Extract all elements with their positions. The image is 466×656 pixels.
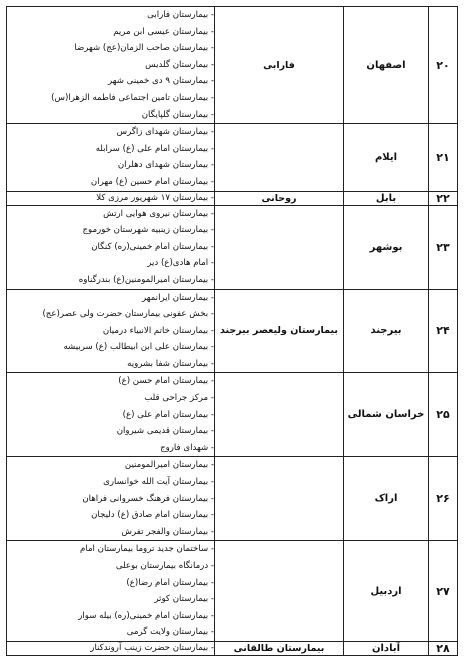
province-cell: بیرجند <box>344 289 429 373</box>
hospital-list <box>7 290 214 373</box>
hospitals-cell <box>7 541 215 642</box>
hospital-list <box>7 642 214 654</box>
list-item: - درمانگاه بیمارستان بوعلی <box>7 558 214 575</box>
list-item: - بیمارستان امام خمینی(ره) کنگان <box>7 239 214 256</box>
row-number: ۲۶ <box>429 457 458 541</box>
list-item: - بیمارستان امیرالمومنین <box>7 457 214 474</box>
hospital-table-page <box>6 6 458 655</box>
list-item: - شهدای فاروج <box>7 440 214 457</box>
hospital-list <box>7 457 214 540</box>
hospitals-cell <box>7 289 215 373</box>
center-cell: بیمارستان ولیعصر بیرجند <box>215 289 344 373</box>
row-number: ۲۷ <box>429 541 458 642</box>
list-item: - بیمارستان تامین اجتماعی فاطمه الزهرا(س) <box>7 90 214 107</box>
list-item: - بیمارستان گلپایگان <box>7 107 214 124</box>
list-item: - بیمارستان امام حسن (ع) <box>7 373 214 390</box>
table-row <box>7 373 458 457</box>
table-row <box>7 124 458 191</box>
list-item: - بیمارستان امام علی (ع) سرابله <box>7 141 214 158</box>
list-item: - بیمارستان والفجر تفرش <box>7 524 214 541</box>
hospital-list <box>7 541 214 641</box>
province-cell: بوشهر <box>344 205 429 289</box>
list-item: - بیمارستان علی ابن ابیطالب (ع) سربیشه <box>7 339 214 356</box>
row-number: ۲۴ <box>429 289 458 373</box>
center-cell <box>215 373 344 457</box>
hospital-table <box>6 6 458 656</box>
province-cell: اردبیل <box>344 541 429 642</box>
list-item: - بیمارستان امام خمینی(ره) بیله سوار <box>7 608 214 625</box>
center-cell: بیمارستان طالقانی <box>215 641 344 655</box>
list-item: - بیمارستان حضرت زینب آروندکنار <box>7 642 214 654</box>
center-cell <box>215 457 344 541</box>
center-cell <box>215 124 344 191</box>
list-item: - بخش عفونی بیمارستان حضرت ولی عصر(عج) <box>7 306 214 323</box>
list-item: - بیمارستان امیرالمومنین(ع) بندرگناوه <box>7 272 214 289</box>
list-item: - بیمارستان فارابی <box>7 7 214 24</box>
table-row <box>7 7 458 124</box>
list-item: - بیمارستان ۱۷ شهریور مرزی کلا <box>7 192 214 204</box>
hospitals-cell <box>7 373 215 457</box>
list-item: - بیمارستان عیسی ابن مریم <box>7 24 214 41</box>
table-row <box>7 457 458 541</box>
row-number: ۲۱ <box>429 124 458 191</box>
row-number: ۲۳ <box>429 205 458 289</box>
list-item: - بیمارستان امام صادق (ع) دلیجان <box>7 507 214 524</box>
table-row <box>7 289 458 373</box>
table-row <box>7 641 458 655</box>
hospital-list <box>7 7 214 123</box>
center-cell: فارابی <box>215 7 344 124</box>
list-item: - بیمارستان ۹ دی خمینی شهر <box>7 73 214 90</box>
province-cell: ایلام <box>344 124 429 191</box>
hospital-list <box>7 373 214 456</box>
list-item: - بیمارستان قدیمی شیروان <box>7 423 214 440</box>
list-item: - بیمارستان فرهنگ خسروانی فراهان <box>7 491 214 508</box>
table-row <box>7 205 458 289</box>
list-item: - بیمارستان گلدیس <box>7 57 214 74</box>
province-cell: اراک <box>344 457 429 541</box>
list-item: - بیمارستان امام رضا(ع) <box>7 575 214 592</box>
center-cell: روحانی <box>215 191 344 205</box>
list-item: - بیمارستان امام علی (ع) <box>7 407 214 424</box>
list-item: - ساختمان جدید تروما بیمارستان امام <box>7 541 214 558</box>
province-cell: بابل <box>344 191 429 205</box>
row-number: ۲۰ <box>429 7 458 124</box>
center-cell <box>215 205 344 289</box>
list-item: - بیمارستان شهدای زاگرس <box>7 124 214 141</box>
list-item: - بیمارستان شهدای دهلران <box>7 157 214 174</box>
row-number: ۲۸ <box>429 641 458 655</box>
hospitals-cell <box>7 457 215 541</box>
list-item: - بیمارستان آیت الله خوانساری <box>7 474 214 491</box>
province-cell: خراسان شمالی <box>344 373 429 457</box>
list-item: - بیمارستان شفا بشرویه <box>7 356 214 373</box>
hospitals-cell <box>7 191 215 205</box>
hospitals-cell <box>7 124 215 191</box>
list-item: - امام هادی(ع) دیر <box>7 255 214 272</box>
list-item: - بیمارستان خاتم الانبیاء درمیان <box>7 323 214 340</box>
list-item: - بیمارستان ولایت گرمی <box>7 624 214 641</box>
hospitals-cell <box>7 205 215 289</box>
hospital-list <box>7 206 214 289</box>
hospitals-cell <box>7 641 215 655</box>
province-cell: آبادان <box>344 641 429 655</box>
hospitals-cell <box>7 7 215 124</box>
row-number: ۲۵ <box>429 373 458 457</box>
list-item: - بیمارستان کوثر <box>7 591 214 608</box>
list-item: - بیمارستان ایرانمهر <box>7 290 214 307</box>
table-row <box>7 541 458 642</box>
list-item: - بیمارستان صاحب الزمان(عج) شهرضا <box>7 40 214 57</box>
list-item: - بیمارستان امام حسین (ع) مهران <box>7 174 214 191</box>
table-row <box>7 191 458 205</box>
province-cell: اصفهان <box>344 7 429 124</box>
list-item: - بیمارستان زینبیه شهرستان خورموج <box>7 222 214 239</box>
hospital-list <box>7 192 214 204</box>
list-item: - مرکز جراحی قلب <box>7 390 214 407</box>
row-number: ۲۲ <box>429 191 458 205</box>
center-cell <box>215 541 344 642</box>
hospital-list <box>7 124 214 190</box>
list-item: - بیمارستان نیروی هوایی ارتش <box>7 206 214 223</box>
